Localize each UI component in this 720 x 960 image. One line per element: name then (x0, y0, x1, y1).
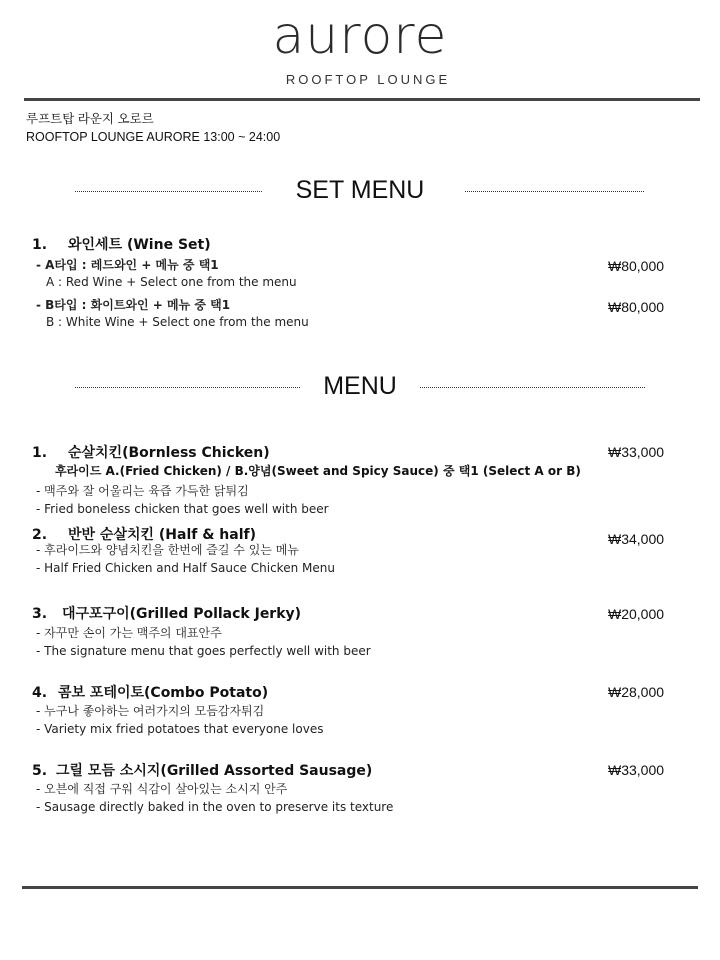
menu-item-4-desc-korean: - 누구나 좋아하는 여러가지의 모듬감자튀김 (36, 704, 265, 718)
menu-item-4-price: ₩28,000 (608, 684, 665, 700)
menu-item-4-name: 콤보 포테이토(Combo Potato) (58, 685, 269, 701)
menu-item-1-desc-korean: - 맥주와 잘 어울리는 육즙 가득한 닭튀김 (36, 484, 249, 498)
menu-item-5-desc-english: - Sausage directly baked in the oven to preserve its texture (36, 800, 394, 814)
menu-item-3-title (32, 603, 301, 623)
set-option-b-price: ₩80,000 (608, 299, 665, 315)
footer-rule (22, 886, 698, 889)
menu-heading: MENU (323, 372, 397, 400)
menu-item-1-desc-english: - Fried boneless chicken that goes well with beer (36, 502, 329, 516)
menu-item-3-name: 대구포구이(Grilled Pollack Jerky) (62, 606, 302, 622)
menu-item-2-desc-english: - Half Fried Chicken and Half Sauce Chicken Menu (36, 561, 335, 575)
menu-item-4-number: 4. (32, 685, 48, 701)
menu-item-5-desc-korean: - 오븐에 직접 구워 식감이 살아있는 소시지 안주 (36, 782, 288, 796)
set-option-a-english: A : Red Wine + Select one from the menu (46, 275, 297, 289)
menu-item-1-option: 후라이드 A.(Fried Chicken) / B.양념(Sweet and Spicy Sauce) 중 택1 (Select A or B) (55, 464, 581, 478)
menu-item-2-desc-korean: - 후라이드와 양념치킨을 한번에 즐길 수 있는 메뉴 (36, 543, 299, 557)
menu-item-3-price: ₩20,000 (608, 606, 665, 622)
menu-item-2-price: ₩34,000 (608, 531, 665, 547)
menu-item-3-desc-korean: - 자꾸만 손이 가는 맥주의 대표안주 (36, 626, 222, 640)
menu-item-1-number: 1. (32, 445, 48, 461)
set-item-1-name: 와인세트 (Wine Set) (68, 237, 211, 253)
menu-item-5-price: ₩33,000 (608, 762, 665, 778)
menu-item-5-name: 그릴 모듬 소시지(Grilled Assorted Sausage) (56, 763, 373, 779)
set-menu-heading: SET MENU (295, 176, 425, 204)
brand-logo: aurore (272, 6, 448, 66)
menu-item-4-desc-english: - Variety mix fried potatoes that everyone loves (36, 722, 324, 736)
menu-item-2-number: 2. (32, 527, 48, 543)
set-item-1-title (32, 234, 211, 254)
set-option-a-price: ₩80,000 (608, 258, 665, 274)
menu-right-dots (420, 387, 645, 388)
menu-item-5-title (32, 760, 372, 780)
set-item-1-number: 1. (32, 237, 48, 253)
venue-name-korean: 루프트탑 라운지 오로르 (26, 112, 154, 126)
set-option-b-english: B : White Wine + Select one from the menu (46, 315, 309, 329)
menu-item-3-number: 3. (32, 606, 48, 622)
menu-item-3-desc-english: - The signature menu that goes perfectly well with beer (36, 644, 371, 658)
set-option-b-korean: - B타입 : 화이트와인 + 메뉴 중 택1 (36, 298, 231, 312)
menu-item-4-title (32, 682, 268, 702)
set-option-a-korean: - A타입 : 레드와인 + 메뉴 중 택1 (36, 258, 219, 272)
menu-item-1-title (32, 442, 270, 462)
header-rule (24, 98, 700, 101)
set-menu-right-dots (465, 191, 644, 192)
menu-item-1-price: ₩33,000 (608, 444, 665, 460)
menu-item-5-number: 5. (32, 763, 48, 779)
brand-tagline: ROOFTOP LOUNGE (285, 72, 451, 87)
menu-item-2-name: 반반 순살치킨 (Half & half) (68, 527, 257, 543)
menu-item-1-name: 순살치킨(Bornless Chicken) (68, 445, 270, 461)
venue-name-hours: ROOFTOP LOUNGE AURORE 13:00 ~ 24:00 (26, 130, 281, 144)
